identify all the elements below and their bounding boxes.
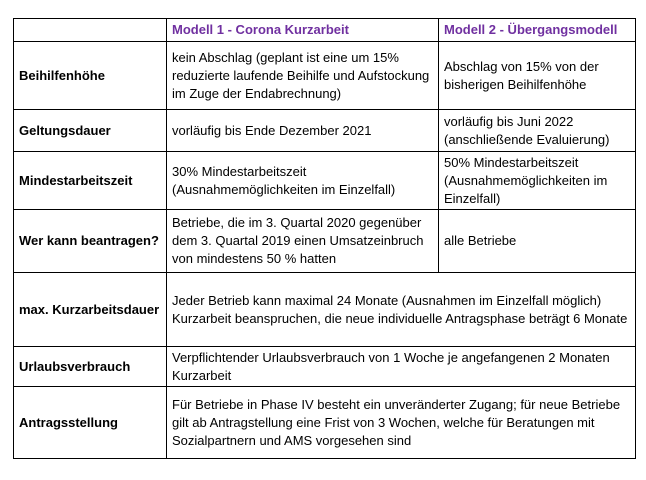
header-empty-cell	[14, 19, 167, 42]
cell-model-1: kein Abschlag (geplant ist eine um 15% reduzierte laufende Beihilfe und Aufstockung im Zuge der Endabrechnung)	[167, 42, 439, 110]
row-label-geltungsdauer: Geltungsdauer	[14, 110, 167, 152]
comparison-table	[13, 18, 636, 459]
cell-merged: Für Betriebe in Phase IV besteht ein unveränderter Zugang; für neue Betriebe gilt ab Antragstellung eine Frist von 3 Wochen, welche für Beratungen mit Sozialpartnern und AMS vorgesehen sind	[167, 387, 636, 459]
table-row	[14, 347, 636, 387]
cell-merged: Verpflichtender Urlaubsverbrauch von 1 Woche je angefangenen 2 Monaten Kurzarbeit	[167, 347, 636, 387]
cell-model-2: 50% Mindestarbeitszeit (Ausnahmemöglichkeiten im Einzelfall)	[439, 152, 636, 210]
header-model-1: Modell 1 - Corona Kurzarbeit	[167, 19, 439, 42]
cell-model-2: Abschlag von 15% von der bisherigen Beihilfenhöhe	[439, 42, 636, 110]
table-row	[14, 387, 636, 459]
cell-model-1: Betriebe, die im 3. Quartal 2020 gegenüber dem 3. Quartal 2019 einen Umsatzeinbruch von mindestens 50 % hatten	[167, 210, 439, 273]
cell-model-2: vorläufig bis Juni 2022 (anschließende Evaluierung)	[439, 110, 636, 152]
table-row	[14, 42, 636, 110]
row-label-max-kurzarbeitsdauer: max. Kurzarbeitsdauer	[14, 273, 167, 347]
row-label-wer-kann-beantragen: Wer kann beantragen?	[14, 210, 167, 273]
header-row	[14, 19, 636, 42]
cell-model-1: 30% Mindestarbeitszeit (Ausnahmemöglichkeiten im Einzelfall)	[167, 152, 439, 210]
cell-model-2: alle Betriebe	[439, 210, 636, 273]
table-row	[14, 210, 636, 273]
table-row	[14, 152, 636, 210]
cell-merged: Jeder Betrieb kann maximal 24 Monate (Ausnahmen im Einzelfall möglich) Kurzarbeit beanspruchen, die neue individuelle Antragsphase beträgt 6 Monate	[167, 273, 636, 347]
table-row	[14, 273, 636, 347]
row-label-mindestarbeitszeit: Mindestarbeitszeit	[14, 152, 167, 210]
row-label-antragsstellung: Antragsstellung	[14, 387, 167, 459]
header-model-2: Modell 2 - Übergangsmodell	[439, 19, 636, 42]
table-row	[14, 110, 636, 152]
row-label-urlaubsverbrauch: Urlaubsverbrauch	[14, 347, 167, 387]
cell-model-1: vorläufig bis Ende Dezember 2021	[167, 110, 439, 152]
row-label-beihilfenhoehe: Beihilfenhöhe	[14, 42, 167, 110]
